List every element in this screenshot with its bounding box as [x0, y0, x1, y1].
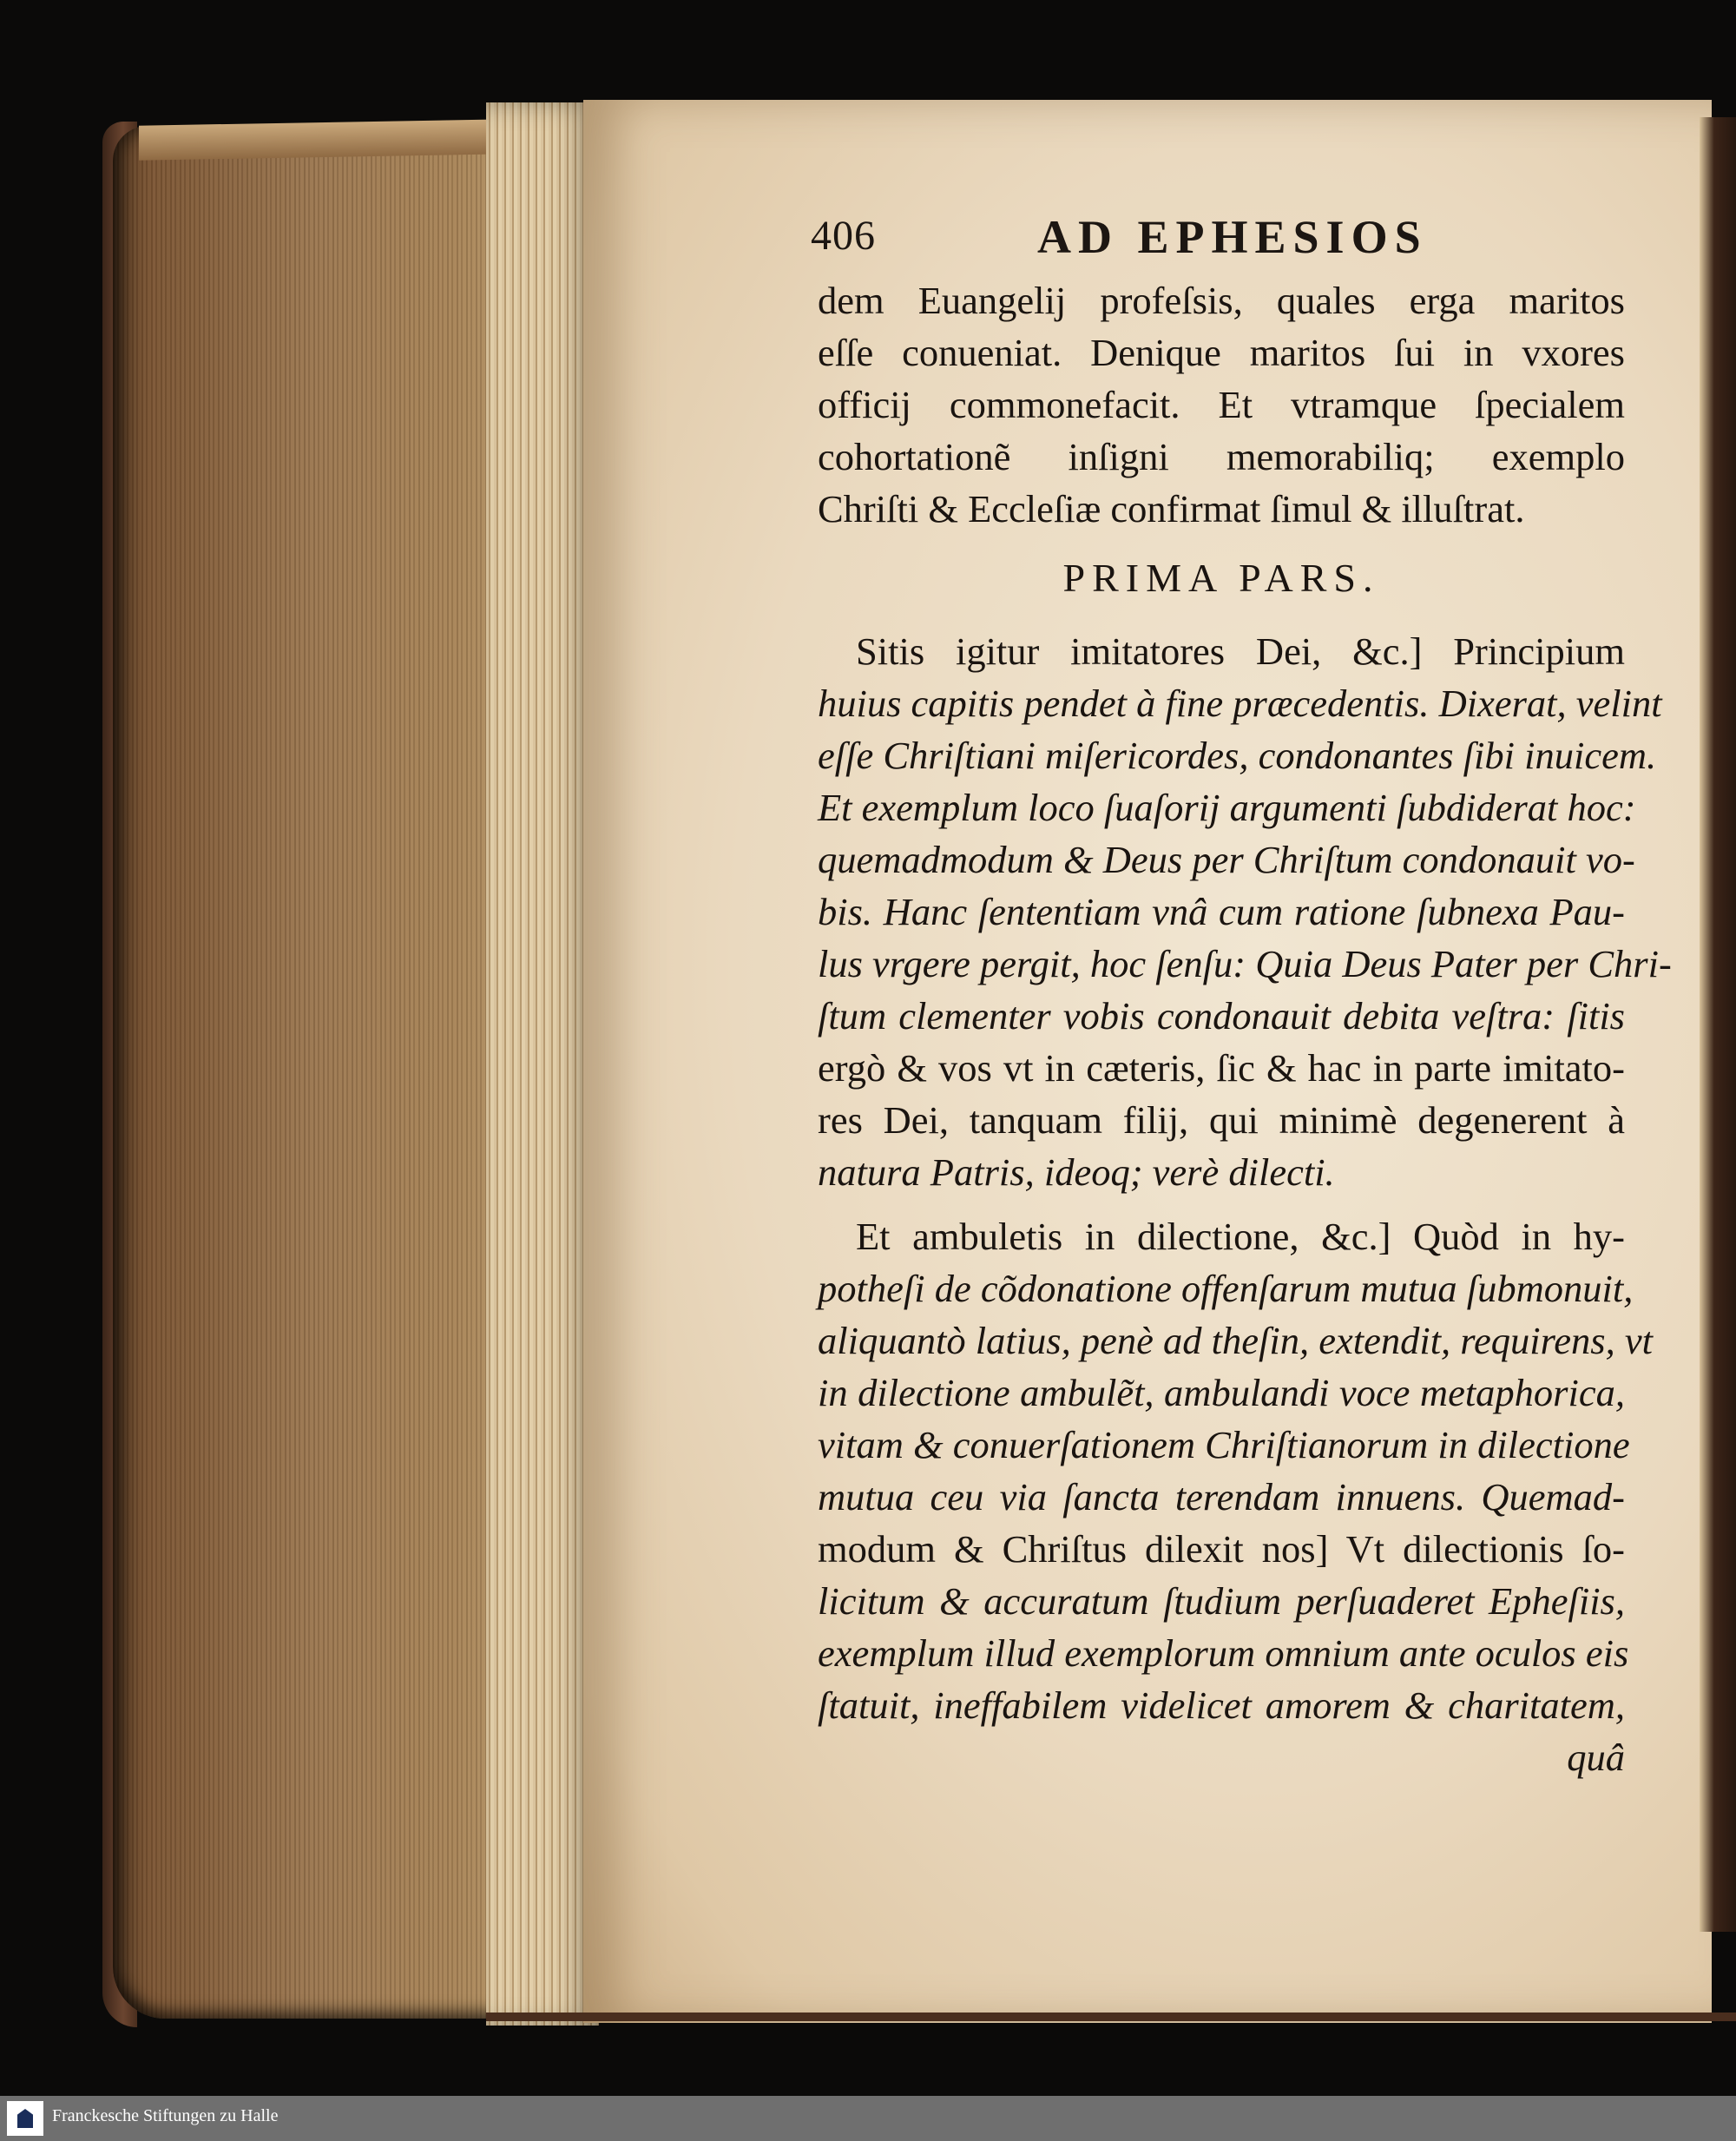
right-page-edge [1700, 117, 1736, 1932]
page-bottom-edge [486, 2013, 1736, 2021]
section-heading: PRIMA PARS. [1062, 556, 1380, 600]
text-line: exemplum illud exemplorum omnium ante oculos eis [818, 1631, 1629, 1675]
text-line: Et exemplum loco ſuaſorij argumenti ſubdiderat hoc: [818, 786, 1636, 829]
running-head [811, 198, 1641, 267]
text-line: ſtum clementer vobis condonauit debita veſtra: ſitis [818, 994, 1625, 1038]
text-line: dem Euangelij profeſsis, quales erga maritos [818, 279, 1625, 322]
text-line: bis. Hanc ſententiam vnâ cum ratione ſubnexa Pau- [818, 890, 1625, 933]
text-line: vitam & conuerſationem Chriſtianorum in dilectione [818, 1423, 1630, 1466]
text-line: ergò & vos vt in cæteris, ſic & hac in parte imitato- [818, 1046, 1625, 1090]
footer-institution[interactable]: Franckesche Stiftungen zu Halle [52, 2106, 279, 2125]
text-line: mutua ceu via ſancta terendam innuens. Quemad- [818, 1475, 1625, 1518]
text-line: in dilectione ambulẽt, ambulandi voce metaphorica, [818, 1371, 1625, 1414]
running-title: AD EPHESIOS [1037, 211, 1428, 263]
gutter-pages [486, 102, 599, 2026]
text-line: potheſi de cõdonatione offenſarum mutua ſubmonuit, [818, 1267, 1634, 1310]
text-line: Chriſti & Eccleſiæ confirmat ſimul & illuſtrat. [818, 487, 1525, 530]
text-line: aliquantò latius, penè ad theſin, extendit, requirens, vt [818, 1319, 1653, 1362]
footer-bar [0, 2096, 1736, 2141]
page-number: 406 [811, 213, 876, 259]
text-line: huius capitis pendet à fine præcedentis. Dixerat, velint [818, 682, 1662, 725]
text-line: Et ambuletis in dilectione, &c.] Quòd in hy- [856, 1215, 1625, 1258]
page-text [818, 274, 1672, 1783]
text-line: modum & Chriſtus dilexit nos] Vt dilectionis ſo- [818, 1527, 1625, 1571]
text-line: eſſe Chriſtiani miſericordes, condonantes ſibi inuicem. [818, 734, 1657, 777]
text-line: eſſe conueniat. Denique maritos ſui in vxores [818, 331, 1625, 374]
text-line: officij commonefacit. Et vtramque ſpecialem [818, 383, 1625, 426]
text-line: lus vrgere pergit, hoc ſenſu: Quia Deus Pater per Chri- [818, 942, 1672, 985]
text-line: cohortationẽ inſigni memorabiliq; exemplo [818, 435, 1625, 478]
catchword: quâ [1567, 1736, 1625, 1779]
franckesche-stiftungen-logo-icon[interactable] [7, 2101, 43, 2136]
text-line: res Dei, tanquam filij, qui minimè degenerent à [818, 1098, 1625, 1142]
text-line: natura Patris, ideoq; verè dilecti. [818, 1150, 1335, 1194]
text-line: licitum & accuratum ſtudium perſuaderet Epheſiis, [818, 1579, 1625, 1623]
text-line: quemadmodum & Deus per Chriſtum condonauit vo- [818, 838, 1635, 881]
text-line: Sitis igitur imitatores Dei, &c.] Principium [856, 629, 1625, 673]
text-line: ſtatuit, ineffabilem videlicet amorem & charitatem, [818, 1683, 1625, 1727]
